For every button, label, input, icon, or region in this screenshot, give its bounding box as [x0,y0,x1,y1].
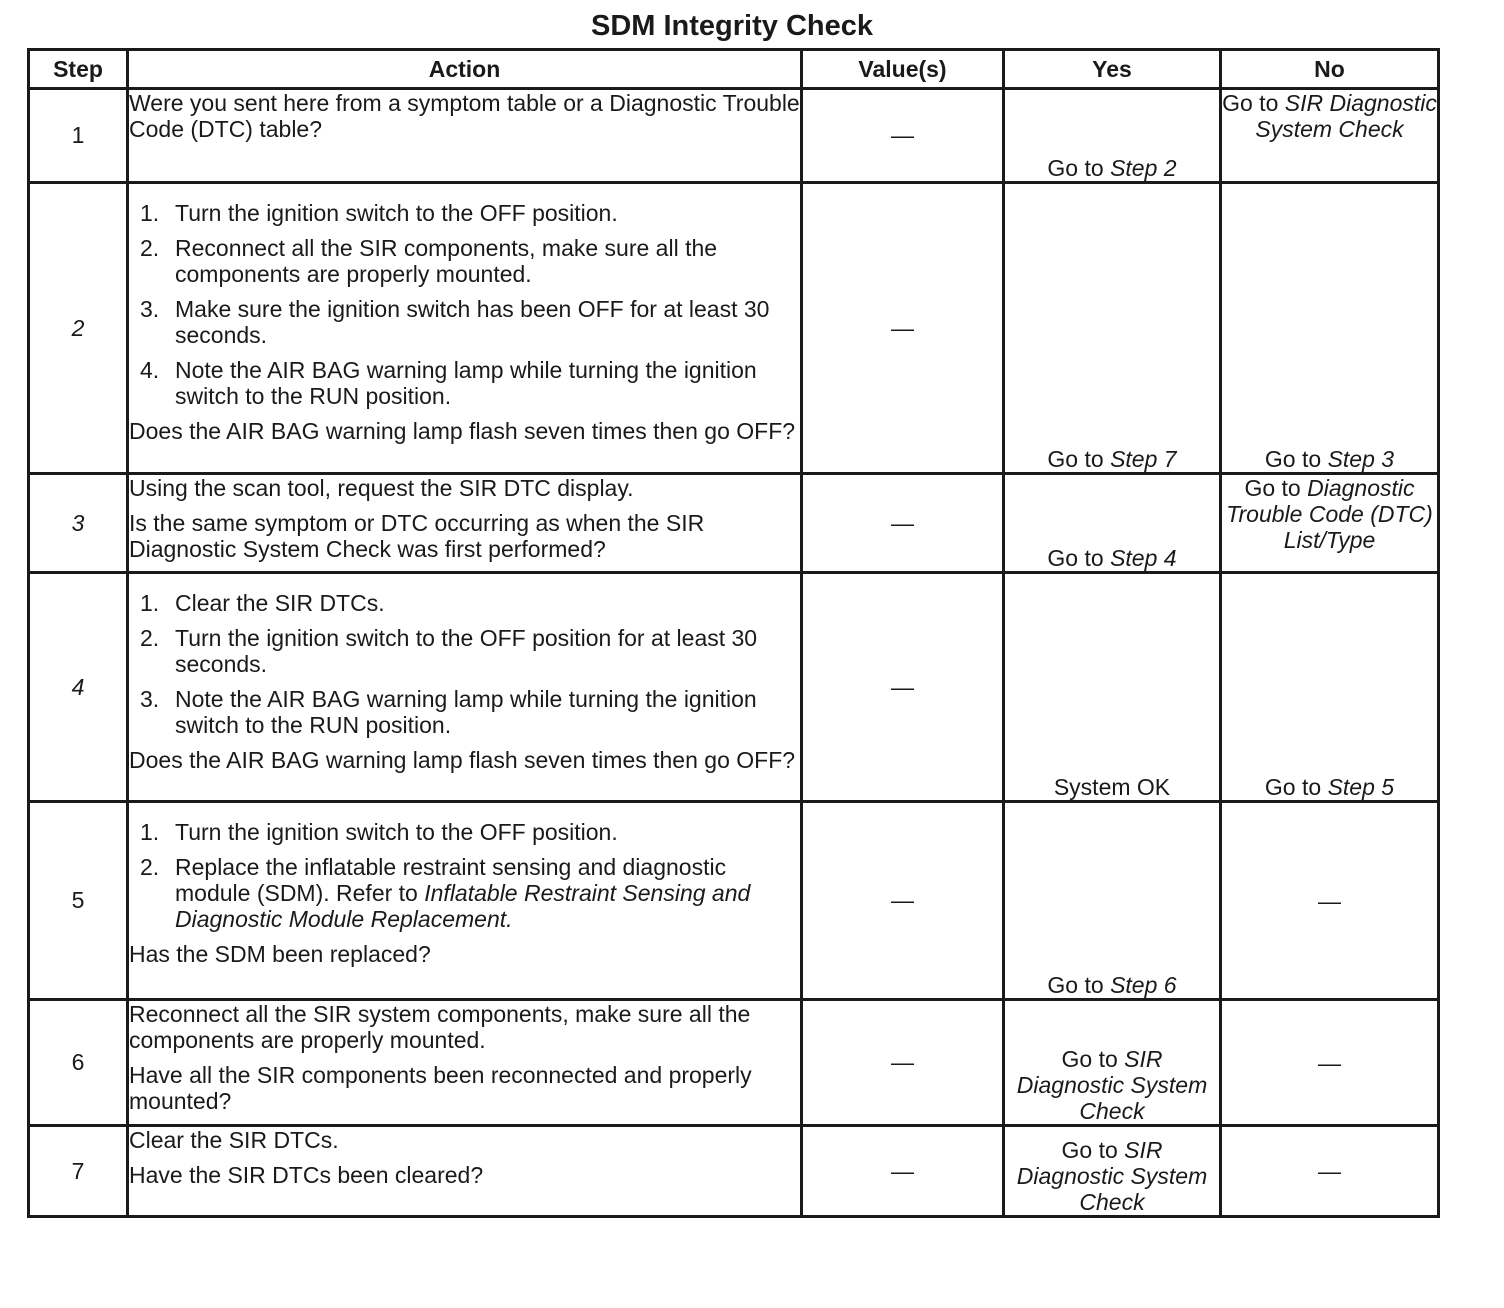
action-question: Is the same symptom or DTC occurring as when the SIR Diagnostic System Check was first performed? [129,510,705,562]
yes-cell [1004,89,1221,183]
action-text: Reconnect all the SIR system components, make sure all the components are properly mounted. [129,1001,751,1053]
sdm-integrity-table [27,48,1440,1218]
reference-link[interactable]: Inflatable Restraint Sensing and Diagnostic Module Replacement. [175,880,751,932]
action-cell [128,1000,802,1126]
yes-link[interactable]: Step 4 [1110,545,1177,571]
yes-cell: System OK [1004,573,1221,802]
action-step-item: 3. Note the AIR BAG warning lamp while turning the ignition switch to the RUN position. [140,686,757,738]
yes-prefix: Go to [1047,972,1111,998]
action-text: Clear the SIR DTCs. [129,1127,339,1153]
no-prefix: Go to [1222,90,1285,116]
header-step: Step [29,50,128,89]
action-text: Using the scan tool, request the SIR DTC display. [129,475,634,501]
action-cell [128,573,802,802]
yes-cell [1004,183,1221,474]
no-cell [1221,573,1439,802]
value-cell: — [802,802,1004,1000]
no-cell [1221,183,1439,474]
action-question: Has the SDM been replaced? [129,941,431,967]
table-row [29,802,1439,1000]
action-question: Does the AIR BAG warning lamp flash seven times then go OFF? [129,747,796,773]
value-cell: — [802,1126,1004,1217]
no-prefix: Go to [1244,475,1308,501]
header-no: No [1221,50,1439,89]
no-cell [1221,89,1439,183]
step-number: 3 [29,474,128,573]
action-question: Have the SIR DTCs been cleared? [129,1162,484,1188]
action-cell [128,89,802,183]
action-steps [129,590,800,738]
yes-link[interactable]: SIR Diagnostic System Check [1016,1137,1208,1215]
yes-link[interactable]: Step 2 [1110,155,1177,181]
action-step-item: 1. Turn the ignition switch to the OFF position. [140,200,618,226]
yes-prefix: Go to [1061,1046,1125,1072]
value-cell: — [802,89,1004,183]
action-step-item: 4. Note the AIR BAG warning lamp while turning the ignition switch to the RUN position. [140,357,757,409]
action-question: Does the AIR BAG warning lamp flash seven times then go OFF? [129,418,796,444]
action-step-item: 2. Reconnect all the SIR components, make sure all the components are properly mounted. [140,235,718,287]
step-number: 7 [29,1126,128,1217]
value-cell: — [802,183,1004,474]
yes-prefix: Go to [1047,545,1111,571]
action-cell [128,1126,802,1217]
yes-link[interactable]: SIR Diagnostic System Check [1016,1046,1208,1124]
action-cell [128,474,802,573]
no-link[interactable]: Diagnostic Trouble Code (DTC) List/Type [1226,475,1433,553]
table-row [29,1000,1439,1126]
action-steps [129,200,800,409]
yes-prefix: Go to [1047,446,1111,472]
action-step-item: 3. Make sure the ignition switch has been OFF for at least 30 seconds. [140,296,770,348]
no-cell: — [1221,1126,1439,1217]
yes-prefix: Go to [1061,1137,1125,1163]
header-action: Action [128,50,802,89]
no-link[interactable]: Step 5 [1327,774,1395,800]
step-number: 1 [29,89,128,183]
action-cell [128,802,802,1000]
no-prefix: Go to [1264,446,1328,472]
no-cell: — [1221,802,1439,1000]
action-steps [129,819,800,932]
no-cell: — [1221,1000,1439,1126]
action-cell [128,183,802,474]
yes-cell [1004,474,1221,573]
action-step-item: 2. Turn the ignition switch to the OFF position for at least 30 seconds. [140,625,758,677]
header-yes: Yes [1004,50,1221,89]
yes-prefix: Go to [1047,155,1111,181]
table-row [29,89,1439,183]
no-cell [1221,474,1439,573]
no-link[interactable]: SIR Diagnostic System Check [1255,90,1437,142]
value-cell: — [802,474,1004,573]
step-number: 4 [29,573,128,802]
action-question: Have all the SIR components been reconnected and properly mounted? [129,1062,752,1114]
table-row [29,1126,1439,1217]
no-link[interactable]: Step 3 [1327,446,1395,472]
table-row [29,474,1439,573]
yes-link[interactable]: Step 7 [1110,446,1177,472]
action-text: Were you sent here from a symptom table or a Diagnostic Trouble Code (DTC) table? [129,90,800,142]
yes-cell [1004,1000,1221,1126]
value-cell: — [802,1000,1004,1126]
step-number: 6 [29,1000,128,1126]
yes-link[interactable]: Step 6 [1110,972,1177,998]
no-prefix: Go to [1264,774,1328,800]
step-number: 5 [29,802,128,1000]
table-row [29,183,1439,474]
action-step-item: 2. Replace the inflatable restraint sensing and diagnostic module (SDM). Refer to Inflatable Restraint Sensing and Diagnostic Module Replacement. [140,854,751,932]
step-number: 2 [29,183,128,474]
header-row [29,50,1439,89]
page-title: SDM Integrity Check [591,10,873,42]
table-row [29,573,1439,802]
action-step-item: 1. Clear the SIR DTCs. [140,590,385,616]
value-cell: — [802,573,1004,802]
header-values: Value(s) [802,50,1004,89]
action-step-item: 1. Turn the ignition switch to the OFF position. [140,819,618,845]
yes-cell [1004,802,1221,1000]
yes-cell [1004,1126,1221,1217]
